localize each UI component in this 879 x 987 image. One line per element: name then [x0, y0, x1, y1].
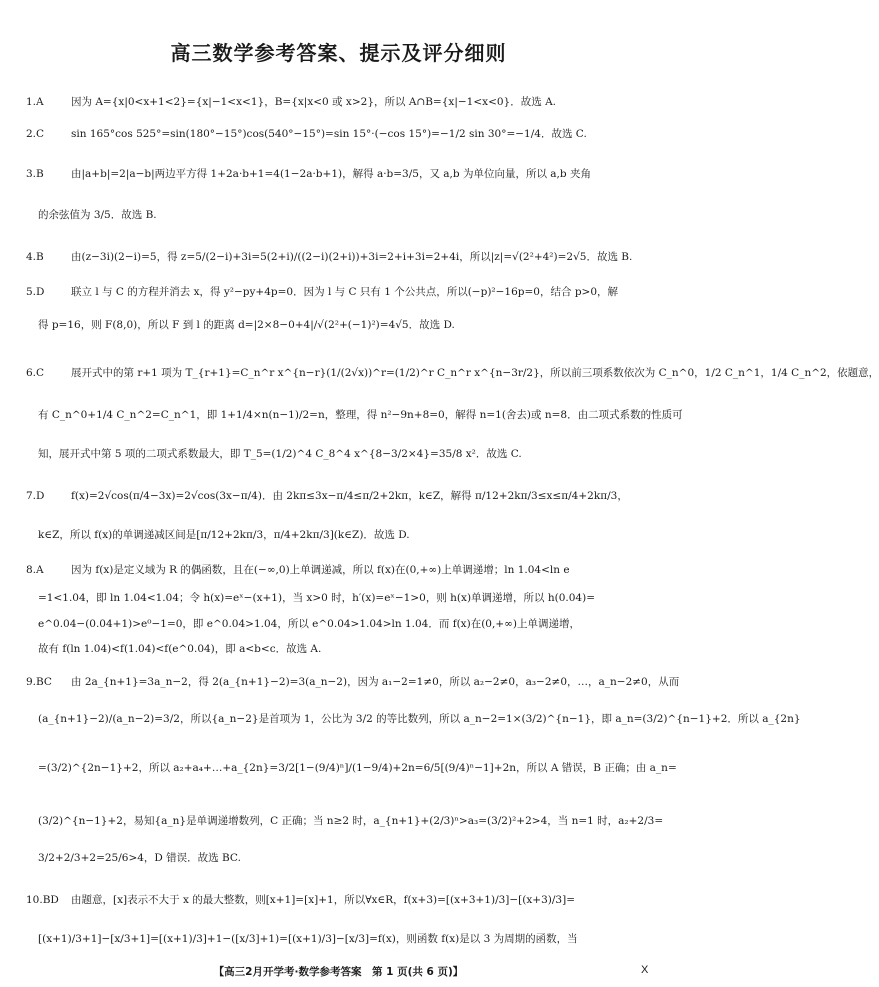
answer-line [38, 761, 677, 775]
answer-line [26, 285, 654, 299]
answer-line [26, 95, 654, 109]
answer-text: 知，展开式中第 5 项的二项式系数最大，即 T_5=(1/2)^4 C_8^4 x^{8−3/2×4}=35/8 x²．故选 C. [38, 448, 522, 460]
page-title: 高三数学参考答案、提示及评分细则 [170, 41, 507, 65]
answer-text: 得 p=16，则 F(8,0)，所以 F 到 l 的距离 d=|2×8−0+4|/√(2²+(−1)²)=4√5．故选 D. [38, 319, 455, 331]
answer-line [38, 208, 654, 222]
answer-line [38, 447, 654, 461]
answer-line [38, 932, 654, 946]
answer-number: 3.B [26, 168, 44, 180]
answer-text: 由|a+b|=2|a−b|两边平方得 1+2a·b+1=4(1−2a·b+1)，解得 a·b=3/5，又 a,b 为单位向量，所以 a,b 夹角 [71, 168, 591, 180]
answer-line [38, 642, 654, 656]
answer-text: 由 2a_{n+1}=3a_n−2，得 2(a_{n+1}−2)=3(a_n−2)，因为 a₁−2=1≠0，所以 a₂−2≠0，a₃−2≠0，…，a_n−2≠0，从而 [71, 676, 680, 688]
answer-number: 2.C [26, 128, 45, 140]
answer-line [38, 318, 654, 332]
answer-line [26, 127, 654, 141]
answer-text: 由题意，[x]表示不大于 x 的最大整数，则[x+1]=[x]+1，所以∀x∈R，f(x+3)=[(x+3+1)/3]−[(x+3)/3]= [71, 894, 575, 906]
answer-line [38, 617, 654, 631]
answer-number: 6.C [26, 367, 45, 379]
answer-text: =(3/2)^{2n−1}+2，所以 a₂+a₄+…+a_{2n}=3/2[1−(9/4)ⁿ]/(1−9/4)+2n=6/5[(9/4)ⁿ−1]+2n，所以 A 错误，B 正确；由 a_n= [38, 762, 677, 774]
answer-number: 8.A [26, 564, 44, 576]
answer-text: 的余弦值为 3/5．故选 B. [38, 209, 157, 221]
answer-number: 9.BC [26, 676, 52, 688]
answer-line [26, 366, 879, 380]
answer-text: k∈Z，所以 f(x)的单调递减区间是[π/12+2kπ/3，π/4+2kπ/3](k∈Z)．故选 D. [38, 529, 410, 541]
answer-text: 由(z−3i)(2−i)=5，得 z=5/(2−i)+3i=5(2+i)/((2−i)(2+i))+3i=2+i+3i=2+4i，所以|z|=√(2²+4²)=2√5．故选 B. [71, 251, 633, 263]
answer-text: 故有 f(ln 1.04)<f(1.04)<f(e^0.04)，即 a<b<c．故选 A. [38, 643, 322, 655]
answer-number: 4.B [26, 251, 44, 263]
answer-text: e^0.04−(0.04+1)>e⁰−1=0，即 e^0.04>1.04，所以 e^0.04>1.04>ln 1.04．而 f(x)在(0,+∞)上单调递增， [38, 618, 580, 630]
answer-line [38, 528, 654, 542]
answer-text: =1<1.04，即 ln 1.04<1.04；令 h(x)=eˣ−(x+1)，当 x>0 时，h′(x)=eˣ−1>0，则 h(x)单调递增，所以 h(0.04)= [38, 592, 596, 604]
answer-line [38, 712, 801, 726]
answer-text: 因为 f(x)是定义域为 R 的偶函数，且在(−∞,0)上单调递减，所以 f(x)在(0,+∞)上单调递增；ln 1.04<ln e [71, 564, 570, 576]
answer-line [26, 675, 680, 689]
answer-line [38, 591, 654, 605]
answer-number: 5.D [26, 286, 45, 298]
answer-line [26, 893, 654, 907]
answer-text: (3/2)^{n−1}+2，易知{a_n}是单调递增数列，C 正确；当 n≥2 时，a_{n+1}+(2/3)ⁿ>a₃=(3/2)²+2>4，当 n=1 时，a₂+2/3= [38, 815, 664, 827]
answer-text: f(x)=2√cos(π/4−3x)=2√cos(3x−π/4)．由 2kπ≤3x−π/4≤π/2+2kπ，k∈Z，解得 π/12+2kπ/3≤x≤π/4+2kπ/3， [71, 490, 628, 502]
answer-text: 因为 A={x|0<x+1<2}={x|−1<x<1}，B={x|x<0 或 x>2}，所以 A∩B={x|−1<x<0}．故选 A. [71, 96, 556, 108]
answer-text: 有 C_n^0+1/4 C_n^2=C_n^1，即 1+1/4×n(n−1)/2=n，整理，得 n²−9n+8=0，解得 n=1(舍去)或 n=8．由二项式系数的性质可 [38, 409, 683, 421]
answer-text: (a_{n+1}−2)/(a_n−2)=3/2，所以{a_n−2}是首项为 1，公比为 3/2 的等比数列，所以 a_n−2=1×(3/2)^{n−1}，即 a_n=(3/2)^{n−1}+2．所以 a_{2n} [38, 713, 801, 725]
answer-text: [(x+1)/3+1]−[x/3+1]=[(x+1)/3]+1−([x/3]+1)=[(x+1)/3]−[x/3]=f(x)，则函数 f(x)是以 3 为周期的函数，当 [38, 933, 578, 945]
answer-line [38, 814, 664, 828]
answer-line [26, 167, 654, 181]
answer-text: 3/2+2/3+2=25/6>4，D 错误．故选 BC. [38, 852, 241, 864]
answer-number: 10.BD [26, 894, 59, 906]
answer-text: 展开式中的第 r+1 项为 T_{r+1}=C_n^r x^{n−r}(1/(2√x))^r=(1/2)^r C_n^r x^{n−3r/2}，所以前三项系数依次为 C_n^0，1/2 C_n^1，1/4 C_n^2，依题意， [71, 367, 879, 379]
answer-text: 联立 l 与 C 的方程并消去 x，得 y²−py+4p=0．因为 l 与 C 只有 1 个公共点，所以(−p)²−16p=0，结合 p>0，解 [71, 286, 619, 298]
answer-line [26, 563, 654, 577]
answer-text: sin 165°cos 525°=sin(180°−15°)cos(540°−15°)=sin 15°·(−cos 15°)=−1/2 sin 30°=−1/4．故选 C. [71, 128, 587, 140]
answer-line [38, 408, 683, 422]
answer-line [38, 851, 654, 865]
answer-line [26, 489, 654, 503]
page-footer: 【高三2月开学考·数学参考答案 第 1 页(共 6 页)】 [213, 966, 464, 978]
answer-line [26, 250, 654, 264]
answer-number: 7.D [26, 490, 45, 502]
footer-mark: X [641, 964, 649, 976]
answer-number: 1.A [26, 96, 44, 108]
